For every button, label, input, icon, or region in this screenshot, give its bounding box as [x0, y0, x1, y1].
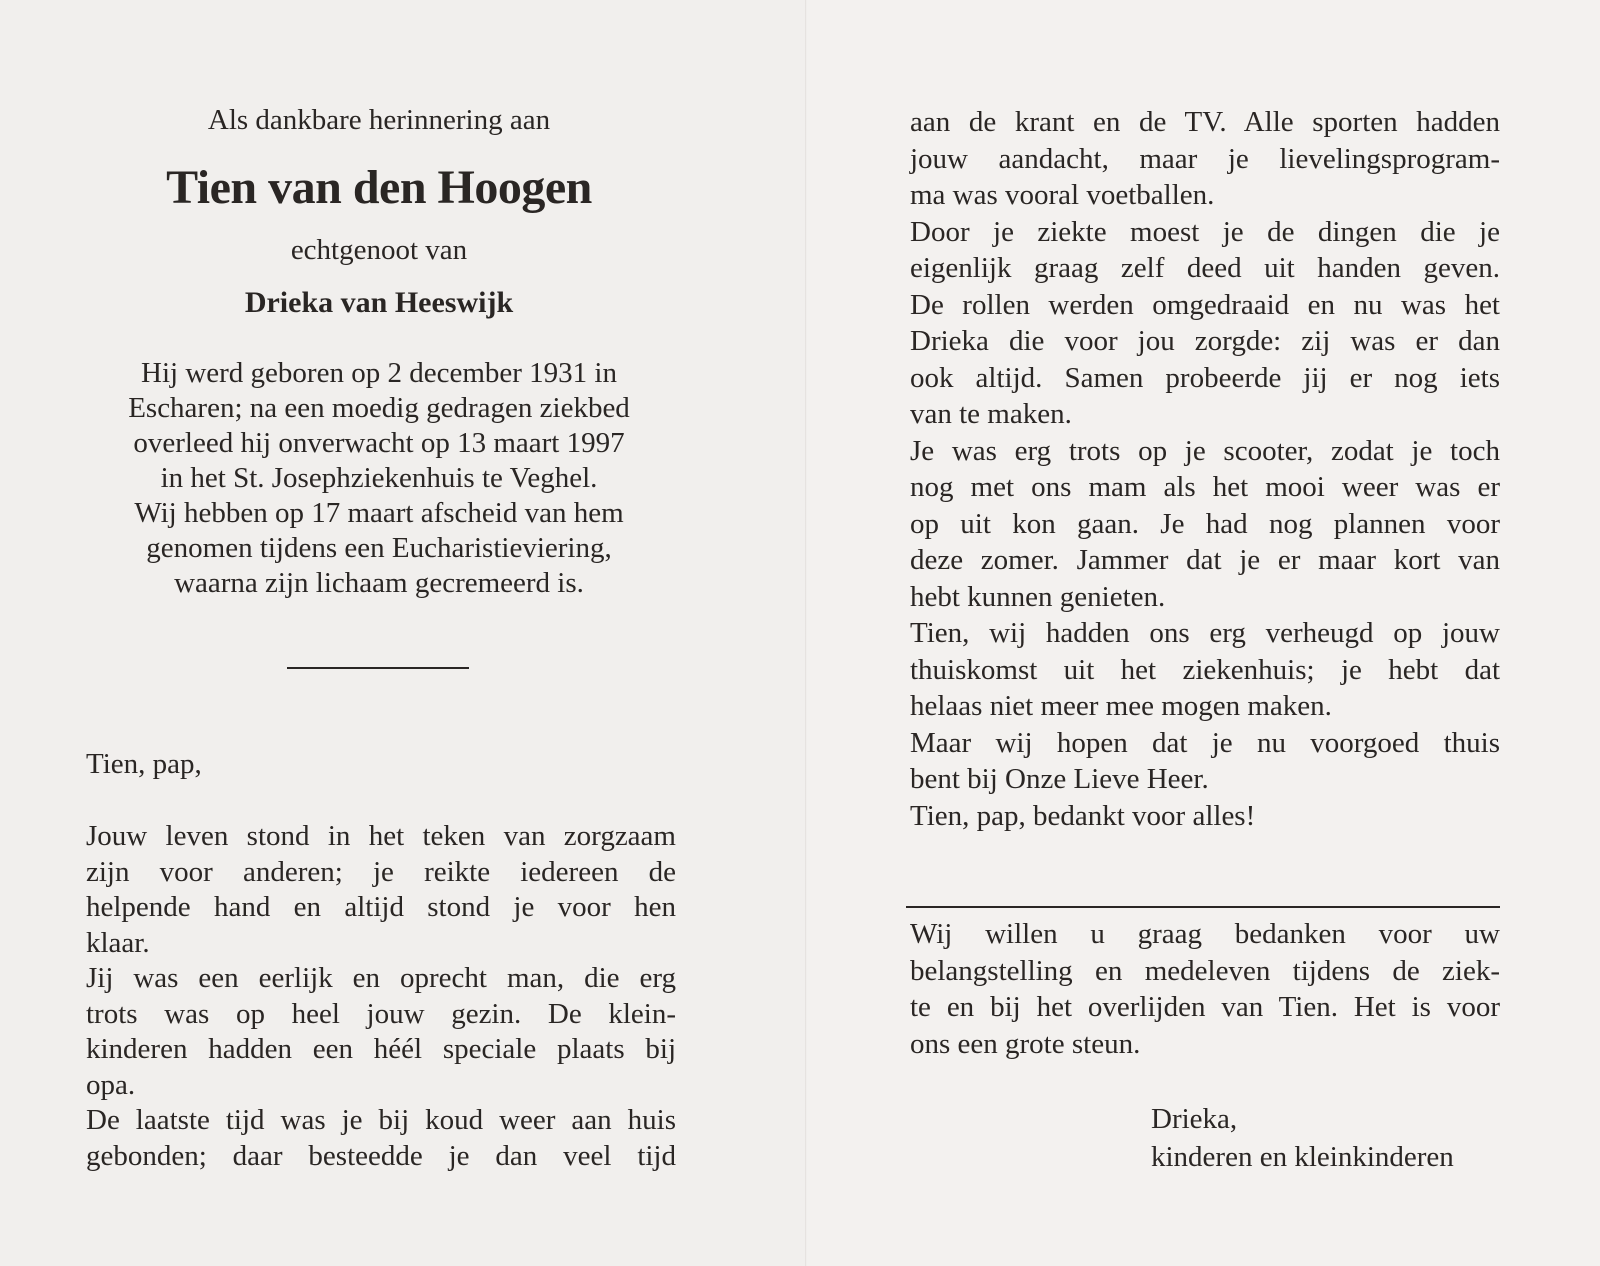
- text-line: De laatste tijd was je bij koud weer aan huis: [86, 1104, 676, 1136]
- text-line: hebt kunnen genieten.: [910, 580, 1166, 613]
- greeting: Tien, pap,: [86, 748, 202, 780]
- text-line: Tien, pap, bedankt voor alles!: [910, 799, 1256, 832]
- bio-line: Wij hebben op 17 maart afscheid van hem: [134, 497, 624, 529]
- bio-line: genomen tijdens een Eucharistieviering,: [146, 532, 612, 564]
- text-line: deze zomer. Jammer dat je er maar kort van: [910, 544, 1500, 576]
- card-fold: [805, 0, 807, 1266]
- text-line: helaas niet meer mee mogen maken.: [910, 690, 1332, 722]
- text-line: ook altijd. Samen probeerde jij er nog iets: [910, 361, 1500, 394]
- text-line: Jij was een eerlijk en oprecht man, die erg: [86, 962, 676, 994]
- bio-line: overleed hij onverwacht op 13 maart 1997: [133, 427, 625, 459]
- divider-rule: [906, 906, 1500, 908]
- thanks-text: [910, 916, 1500, 1062]
- text-line: te en bij het overlijden van Tien. Het is voor: [910, 991, 1500, 1023]
- bio-line: Escharen; na een moedig gedragen ziekbed: [128, 392, 630, 424]
- spouse-label: echtgenoot van: [290, 234, 468, 266]
- text-line: klaar.: [86, 926, 150, 959]
- bio-line: in het St. Josephziekenhuis te Veghel.: [160, 462, 598, 494]
- text-line: trots was op heel jouw gezin. De klein-: [86, 997, 676, 1030]
- bio-line: Hij werd geboren op 2 december 1931 in: [141, 357, 617, 389]
- intro-line: Als dankbare herinnering aan: [207, 104, 551, 136]
- tribute-text-right: [910, 104, 1500, 834]
- text-line: bent bij Onze Lieve Heer.: [910, 763, 1209, 795]
- tribute-text-left: [86, 819, 676, 1174]
- text-line: op uit kon gaan. Je had nog plannen voor: [910, 507, 1500, 540]
- signature-line: Drieka,: [1151, 1103, 1238, 1135]
- text-line: opa.: [86, 1068, 136, 1101]
- text-line: Maar wij hopen dat je nu voorgoed thuis: [910, 726, 1500, 759]
- text-line: ma was vooral voetballen.: [910, 179, 1215, 211]
- text-line: kinderen hadden een héél speciale plaats bij: [86, 1033, 676, 1065]
- divider-rule: [287, 667, 469, 669]
- text-line: Je was erg trots op je scooter, zodat je toch: [910, 434, 1500, 467]
- spouse-name: Drieka van Heeswijk: [244, 286, 514, 319]
- text-line: eigenlijk graag zelf deed uit handen geven.: [910, 252, 1500, 284]
- text-line: aan de krant en de TV. Alle sporten hadden: [910, 106, 1500, 138]
- biography: [84, 356, 674, 601]
- text-line: gebonden; daar besteedde je dan veel tijd: [86, 1139, 676, 1172]
- deceased-name: Tien van den Hoogen: [166, 161, 592, 214]
- text-line: zijn voor anderen; je reikte iedereen de: [86, 855, 676, 888]
- text-line: Drieka die voor jou zorgde: zij was er dan: [910, 325, 1500, 357]
- text-line: Door je ziekte moest je de dingen die je: [910, 215, 1500, 248]
- text-line: belangstelling en medeleven tijdens de ziek-: [910, 954, 1500, 987]
- text-line: van te maken.: [910, 398, 1072, 430]
- text-line: De rollen werden omgedraaid en nu was het: [910, 288, 1500, 321]
- bio-line: waarna zijn lichaam gecremeerd is.: [174, 567, 584, 599]
- text-line: helpende hand en altijd stond je voor hen: [86, 891, 676, 923]
- text-line: Tien, wij hadden ons erg verheugd op jouw: [910, 617, 1500, 649]
- text-line: nog met ons mam als het mooi weer was er: [910, 471, 1500, 503]
- text-line: Jouw leven stond in het teken van zorgzaam: [86, 820, 676, 852]
- signature: [1151, 1100, 1454, 1176]
- text-line: thuiskomst uit het ziekenhuis; je hebt dat: [910, 653, 1500, 686]
- text-line: jouw aandacht, maar je lievelingsprogram-: [910, 142, 1500, 175]
- text-line: ons een grote steun.: [910, 1027, 1141, 1060]
- signature-line: kinderen en kleinkinderen: [1151, 1141, 1454, 1173]
- text-line: Wij willen u graag bedanken voor uw: [910, 918, 1500, 950]
